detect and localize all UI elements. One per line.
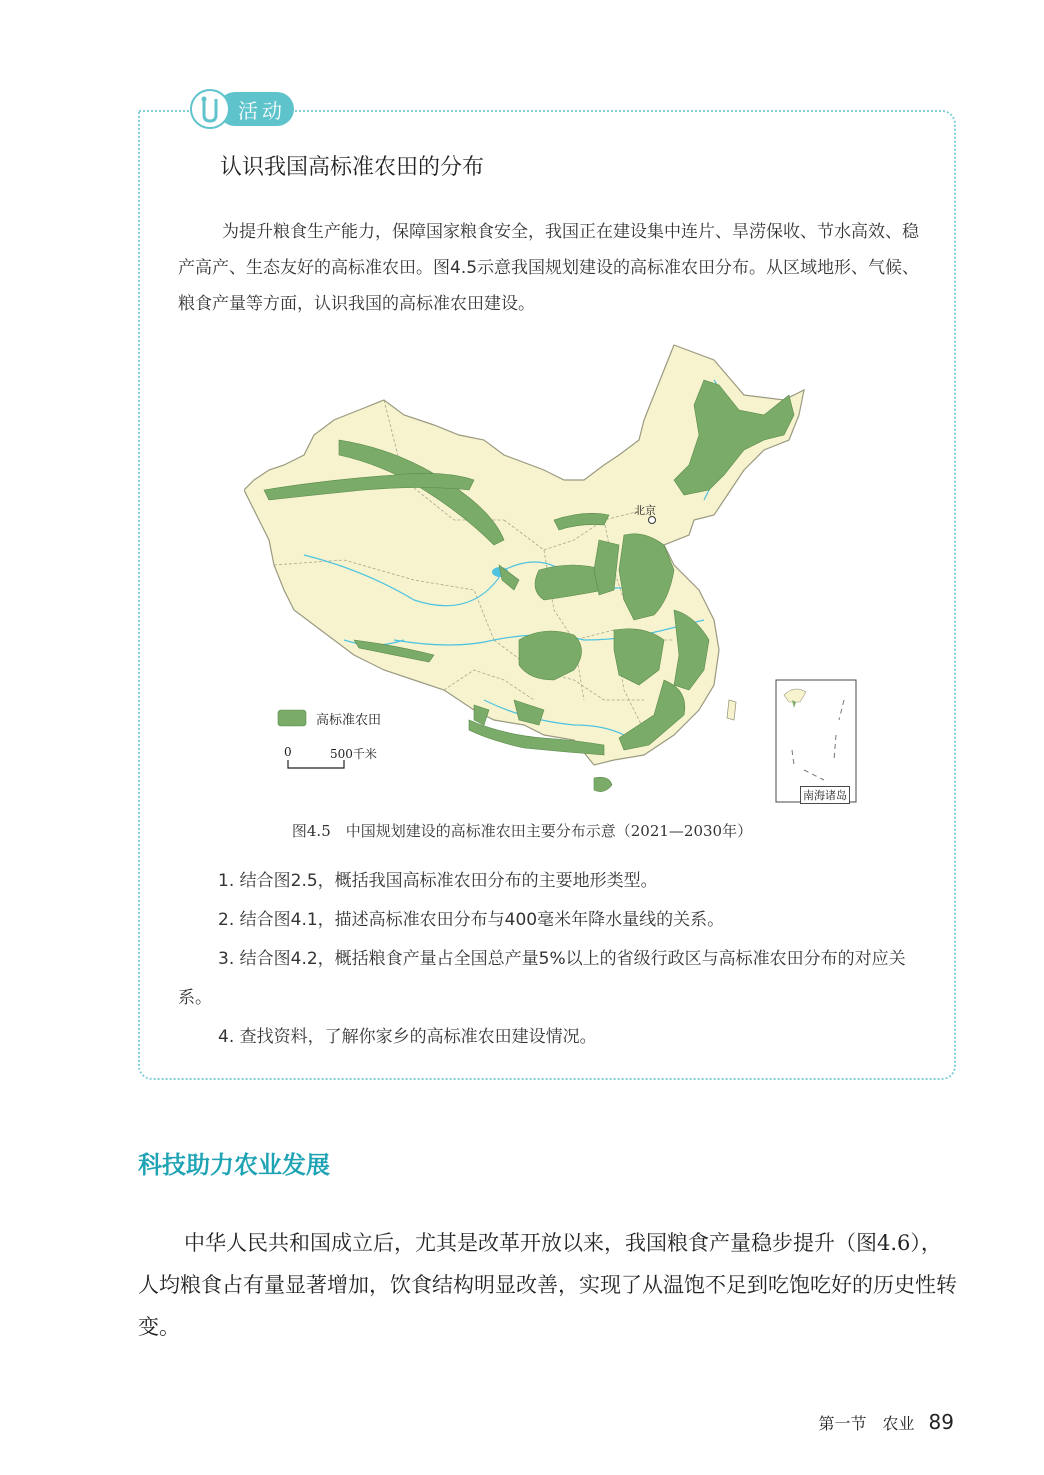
page-number: 89	[928, 1410, 954, 1434]
section-paragraph: 中华人民共和国成立后，尤其是改革开放以来，我国粮食产量稳步提升（图4.6），人均粮食占有量显著增加，饮食结构明显改善，实现了从温饱不足到吃饱吃好的历史性转变。	[138, 1231, 957, 1339]
activity-icon	[190, 89, 230, 129]
question-list	[178, 862, 923, 1057]
activity-intro: 为提升粮食生产能力，保障国家粮食安全，我国正在建设集中连片、旱涝保收、节水高效、稳产高产、生态友好的高标准农田。图4.5示意我国规划建设的高标准农田分布。从区域地形、气候、粮食产量等方面，认识我国的高标准农田建设。	[178, 222, 920, 314]
farmland-map	[244, 340, 864, 810]
scale-zero-label: 0	[284, 745, 292, 759]
activity-badge	[190, 86, 300, 132]
activity-title: 认识我国高标准农田的分布	[220, 155, 485, 180]
page-footer	[819, 1410, 954, 1434]
section-title: 科技助力农业发展	[138, 1150, 330, 1179]
question-item: 3. 结合图4.2，概括粮食产量占全国总产量5%以上的省级行政区与高标准农田分布的对应关系。	[178, 949, 906, 1008]
scale-label: 500千米	[330, 747, 377, 761]
legend-swatch	[278, 710, 306, 726]
question-item: 2. 结合图4.1，描述高标准农田分布与400毫米年降水量线的关系。	[218, 910, 725, 930]
question-item: 4. 查找资料，了解你家乡的高标准农田建设情况。	[218, 1027, 597, 1047]
legend-label: 高标准农田	[316, 713, 382, 728]
question-item: 1. 结合图2.5，概括我国高标准农田分布的主要地形类型。	[218, 871, 658, 891]
farmland-hainan	[594, 777, 612, 791]
figure-caption: 图4.5 中国规划建设的高标准农田主要分布示意（2021—2030年）	[291, 822, 753, 840]
chapter-label: 第一节 农业	[818, 1414, 915, 1433]
activity-badge-label: 活动	[218, 92, 294, 126]
beijing-label: 北京	[634, 504, 656, 517]
inset-label: 南海诸岛	[800, 786, 850, 804]
taiwan	[727, 700, 736, 720]
